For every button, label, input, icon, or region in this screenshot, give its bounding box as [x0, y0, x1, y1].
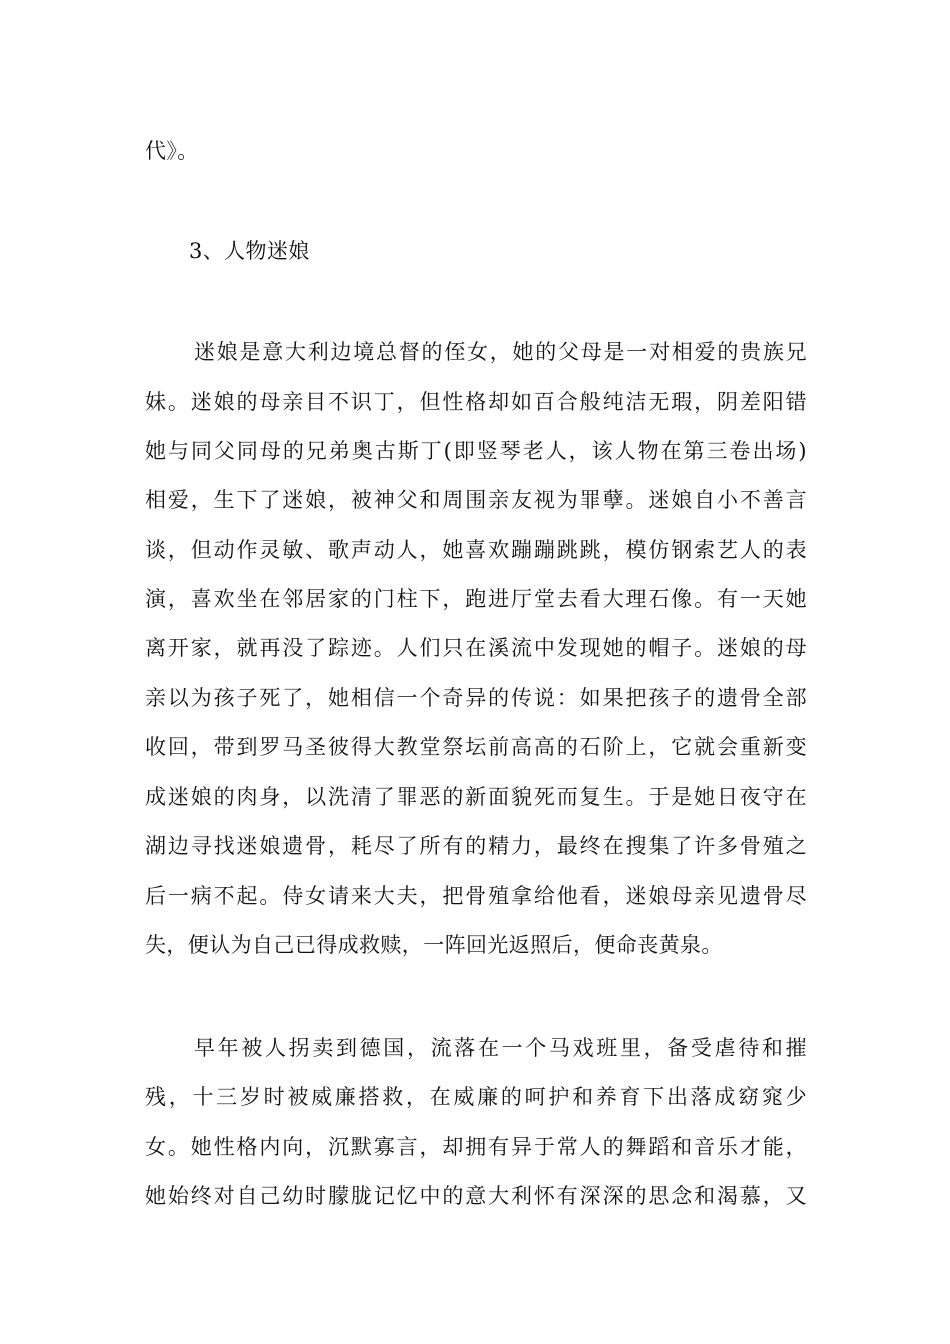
- paragraph-line: 谈，但动作灵敏、歌声动人，她喜欢蹦蹦跳跳，模仿钢索艺人的表: [145, 538, 807, 562]
- section-heading: 3、人物迷娘: [189, 239, 310, 263]
- paragraph-line: 收回，带到罗马圣彼得大教堂祭坛前高高的石阶上，它就会重新变: [145, 735, 807, 759]
- paragraph-line: 成迷娘的肉身，以洗清了罪恶的新面貌死而复生。于是她日夜守在: [145, 785, 807, 809]
- paragraph-line: 湖边寻找迷娘遗骨，耗尽了所有的精力，最终在搜集了许多骨殖之: [145, 834, 807, 858]
- paragraph-line: 相爱，生下了迷娘，被神父和周围亲友视为罪孽。迷娘自小不善言: [145, 488, 807, 512]
- paragraph-line: 后一病不起。侍女请来大夫，把骨殖拿给他看，迷娘母亲见遗骨尽: [145, 884, 807, 908]
- continuation-line: 代》。: [145, 139, 199, 163]
- paragraph-line: 亲以为孩子死了，她相信一个奇异的传说：如果把孩子的遗骨全部: [145, 686, 807, 710]
- paragraph-line: 演，喜欢坐在邻居家的门柱下，跑进厅堂去看大理石像。有一天她: [145, 587, 807, 611]
- paragraph-line: 妹。迷娘的母亲目不识丁，但性格却如百合般纯洁无瑕，阴差阳错: [145, 390, 807, 414]
- paragraph-line: 迷娘是意大利边境总督的侄女，她的父母是一对相爱的贵族兄: [194, 340, 807, 364]
- paragraph-line: 失，便认为自己已得成救赎，一阵回光返照后，便命丧黄泉。: [145, 933, 723, 957]
- paragraph-line: 她与同父同母的兄弟奥古斯丁(即竖琴老人，该人物在第三卷出场): [145, 439, 807, 463]
- paragraph-line: 她始终对自己幼时朦胧记忆中的意大利怀有深深的思念和渴慕，又: [145, 1184, 807, 1208]
- paragraph-line: 残，十三岁时被威廉搭救，在威廉的呵护和养育下出落成窈窕少: [145, 1085, 807, 1109]
- paragraph-line: 女。她性格内向，沉默寡言，却拥有异于常人的舞蹈和音乐才能，: [145, 1135, 807, 1159]
- paragraph-line: 早年被人拐卖到德国，流落在一个马戏班里，备受虐待和摧: [194, 1036, 807, 1060]
- paragraph-line: 离开家，就再没了踪迹。人们只在溪流中发现她的帽子。迷娘的母: [145, 636, 807, 660]
